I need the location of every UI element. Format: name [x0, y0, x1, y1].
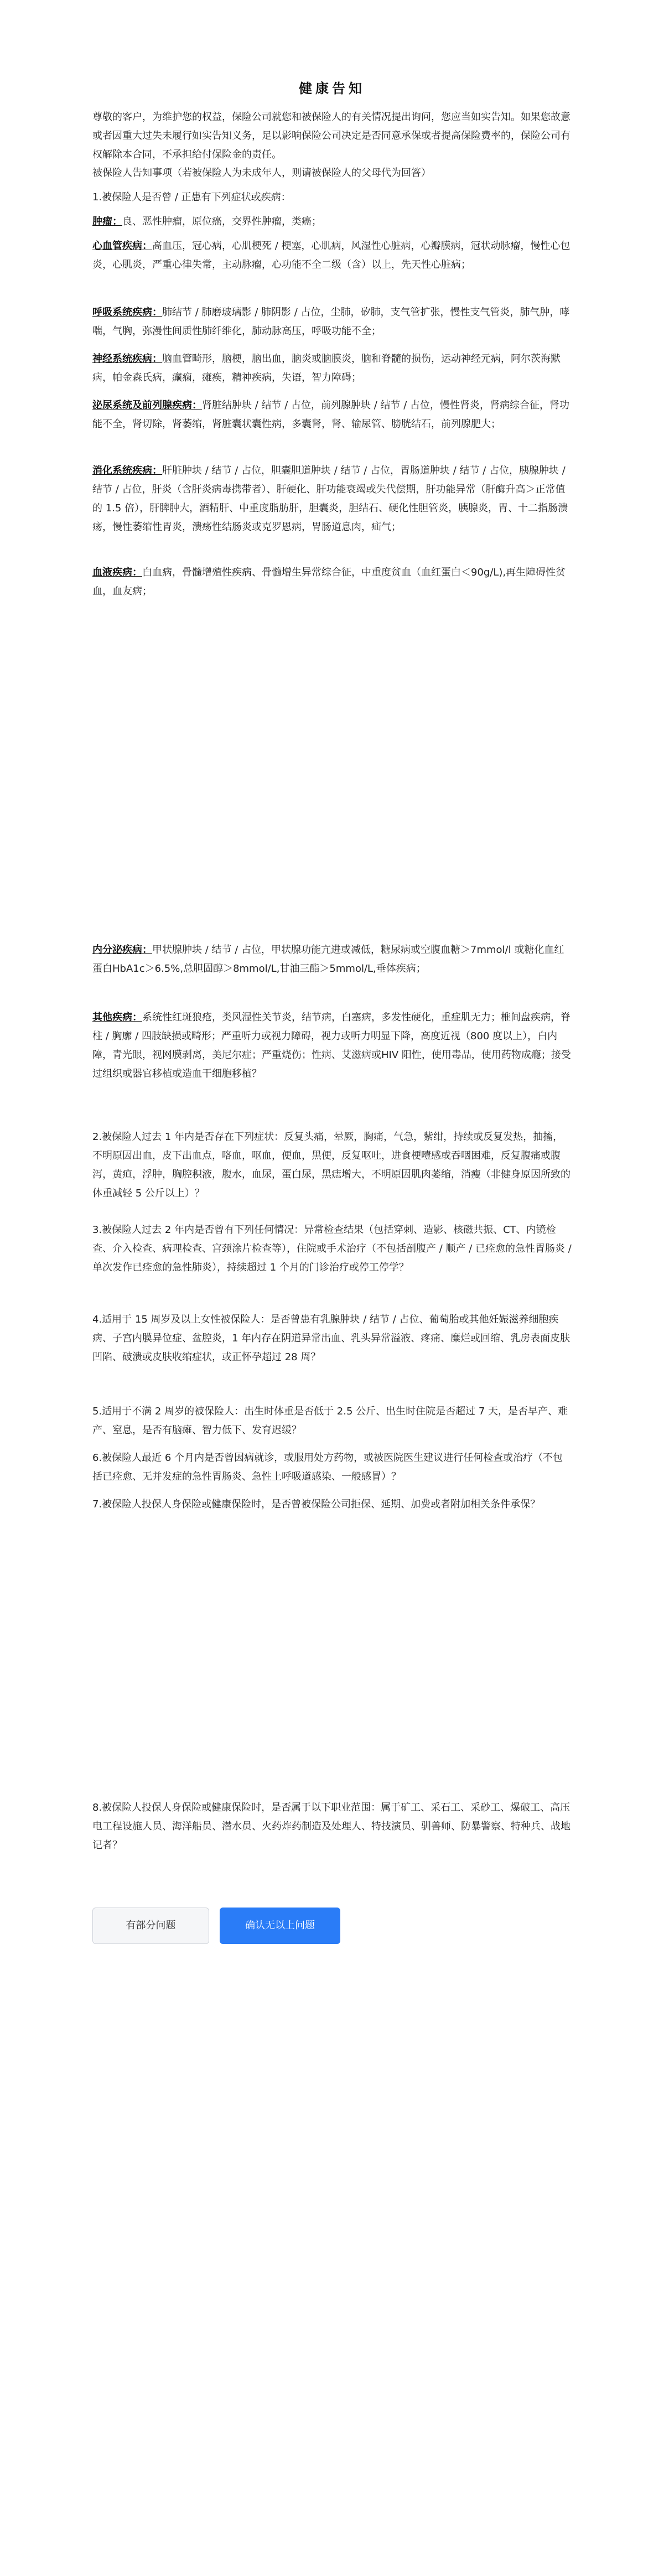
disease-item	[92, 237, 572, 274]
disease-item	[92, 1008, 572, 1084]
question-1: 1.被保险人是否曾 / 正患有下列症状或疾病：	[92, 191, 291, 203]
disease-item	[92, 563, 572, 601]
disease-desc: 肝脏肿块 / 结节 / 占位，胆囊胆道肿块 / 结节 / 占位，胃肠道肿块 / 结节 / 占位，胰腺肿块 / 结节 / 占位，肝炎（含肝炎病毒携带者）、肝硬化、肝功能衰竭或失代偿期，肝功能异常（肝酶升高＞正常值的 1.5 倍），肝脾肿大，酒精肝、中重度脂肪肝，胆囊炎，胆结石、硬化性胆管炎，胰腺炎，胃、十二指肠溃疡，慢性萎缩性胃炎，溃疡性结肠炎或克罗恩病，胃肠道息肉，疝气；	[92, 465, 568, 533]
disease-term: 肿瘤：	[92, 216, 122, 227]
confirm-no-problem-button[interactable]: 确认无以上问题	[220, 1908, 340, 1944]
question-3: 3.被保险人过去 2 年内是否曾有下列任何情况：异常检查结果（包括穿刺、造影、核磁共振、CT、内镜检查、介入检查、病理检查、宫颈涂片检查等），住院或手术治疗（不包括剖腹产 / 顺产 / 已痊愈的急性胃肠炎 / 单次发作已痊愈的急性肺炎），持续超过 1 个月的门诊治疗或停工停学？	[92, 1224, 572, 1273]
disease-term: 泌尿系统及前列腺疾病：	[92, 400, 202, 411]
question-7: 7.被保险人投保人身保险或健康保险时，是否曾被保险公司拒保、延期、加费或者附加相关条件承保？	[92, 1499, 541, 1510]
disease-term: 其他疾病：	[92, 1012, 142, 1023]
disease-desc: 白血病，骨髓增殖性疾病、骨髓增生异常综合征，中重度贫血（血红蛋白＜90g/L),再生障碍性贫血，血友病；	[92, 567, 566, 597]
question-6: 6.被保险人最近 6 个月内是否曾因病就诊，或服用处方药物，或被医院医生建议进行任何检查或治疗（不包括已痊愈、无并发症的急性胃肠炎、急性上呼吸道感染、一般感冒）？	[92, 1452, 563, 1483]
disease-term: 内分泌疾病：	[92, 944, 152, 956]
notice-text: 被保险人告知事项（若被保险人为未成年人，则请被保险人的父母代为回答）	[92, 167, 431, 179]
disease-term: 心血管疾病：	[92, 240, 152, 252]
disease-desc: 肾脏结肿块 / 结节 / 占位，前列腺肿块 / 结节 / 占位，慢性肾炎，肾病综合征，肾功能不全，肾切除，肾萎缩，肾脏囊状囊性病，多囊肾，肾、输尿管、膀胱结石，前列腺肥大；	[92, 400, 570, 430]
disease-item	[92, 303, 572, 341]
intro-paragraph: 尊敬的客户，为维护您的权益，保险公司就您和被保险人的有关情况提出询问，您应当如实告知。如果您故意或者因重大过失未履行如实告知义务，足以影响保险公司决定是否同意承保或者提高保险费率的，保险公司有权解除本合同，不承担给付保险金的责任。	[92, 111, 570, 160]
disease-term: 呼吸系统疾病：	[92, 307, 162, 318]
answer-buttons	[92, 1908, 572, 1944]
partial-problem-button[interactable]: 有部分问题	[92, 1908, 209, 1944]
question-2: 2.被保险人过去 1 年内是否存在下列症状：反复头痛，晕厥，胸痛，气急，紫绀，持续或反复发热，抽搐，不明原因出血，皮下出血点，咯血，呕血，便血，黑便，反复呕吐，进食梗噎感或吞咽困难，反复腹痛或腹泻，黄疸，浮肿，胸腔积液，腹水，血尿，蛋白尿，黑痣增大，不明原因肌肉萎缩，消瘦（非健身原因所致的体重减轻 5 公斤以上）？	[92, 1131, 570, 1199]
question-8: 8.被保险人投保人身保险或健康保险时，是否属于以下职业范围：属于矿工、采石工、采砂工、爆破工、高压电工程设施人员、海洋船员、潜水员、火药炸药制造及处理人、特技演员、驯兽师、防暴警察、特种兵、战地记者？	[92, 1802, 570, 1851]
disease-term: 血液疾病：	[92, 567, 142, 578]
disease-desc: 甲状腺肿块 / 结节 / 占位，甲状腺功能亢进或减低，糖尿病或空腹血糖＞7mmol/l 或糖化血红蛋白HbA1c＞6.5%,总胆固醇＞8mmol/L,甘油三酯＞5mmol/L,垂体疾病；	[92, 944, 564, 975]
disease-item	[92, 212, 572, 231]
disease-desc: 系统性红斑狼疮，类风湿性关节炎，结节病，白塞病，多发性硬化，重症肌无力；椎间盘疾病，脊柱 / 胸廓 / 四肢缺损或畸形；严重听力或视力障碍，视力或听力明显下降，高度近视（800 度以上），白内障，青光眼，视网膜剥离，美尼尔症；严重烧伤；性病、艾滋病或HIV 阳性，使用毒品，使用药物成瘾；接受过组织或器官移植或造血干细胞移植？	[92, 1012, 571, 1080]
disease-desc: 良、恶性肿瘤，原位癌，交界性肿瘤，类癌；	[122, 216, 321, 227]
disease-item	[92, 396, 572, 434]
disease-item	[92, 941, 572, 978]
page-title: 健康告知	[299, 81, 365, 96]
disease-item	[92, 462, 572, 537]
question-4: 4.适用于 15 周岁及以上女性被保险人：是否曾患有乳腺肿块 / 结节 / 占位、葡萄胎或其他妊娠滋养细胞疾病、子宫内膜异位症、盆腔炎，1 年内存在阴道异常出血、乳头异常溢液、疼痛、糜烂或回缩、乳房表面皮肤凹陷、破溃或皮肤收缩症状，或正怀孕超过 28 周？	[92, 1314, 570, 1363]
disease-desc: 脑血管畸形，脑梗，脑出血，脑炎或脑膜炎，脑和脊髓的损伤，运动神经元病，阿尔茨海默病，帕金森氏病，癫痫，瘫痪，精神疾病，失语，智力障碍；	[92, 353, 561, 383]
question-5: 5.适用于不满 2 周岁的被保险人：出生时体重是否低于 2.5 公斤、出生时住院是否超过 7 天，是否早产、难产、窒息，是否有脑瘫、智力低下、发育迟缓？	[92, 1406, 568, 1436]
disease-item	[92, 350, 572, 387]
disease-desc: 高血压，冠心病，心肌梗死 / 梗塞，心肌病，风湿性心脏病，心瓣膜病，冠状动脉瘤，慢性心包炎，心肌炎，严重心律失常，主动脉瘤，心功能不全二级（含）以上，先天性心脏病；	[92, 240, 570, 271]
disease-term: 消化系统疾病：	[92, 465, 162, 476]
disease-desc: 肺结节 / 肺磨玻璃影 / 肺阴影 / 占位，尘肺，矽肺，支气管扩张，慢性支气管炎，肺气肿，哮喘，气胸，弥漫性间质性肺纤维化，肺动脉高压，呼吸功能不全；	[92, 307, 570, 337]
disease-term: 神经系统疾病：	[92, 353, 162, 365]
